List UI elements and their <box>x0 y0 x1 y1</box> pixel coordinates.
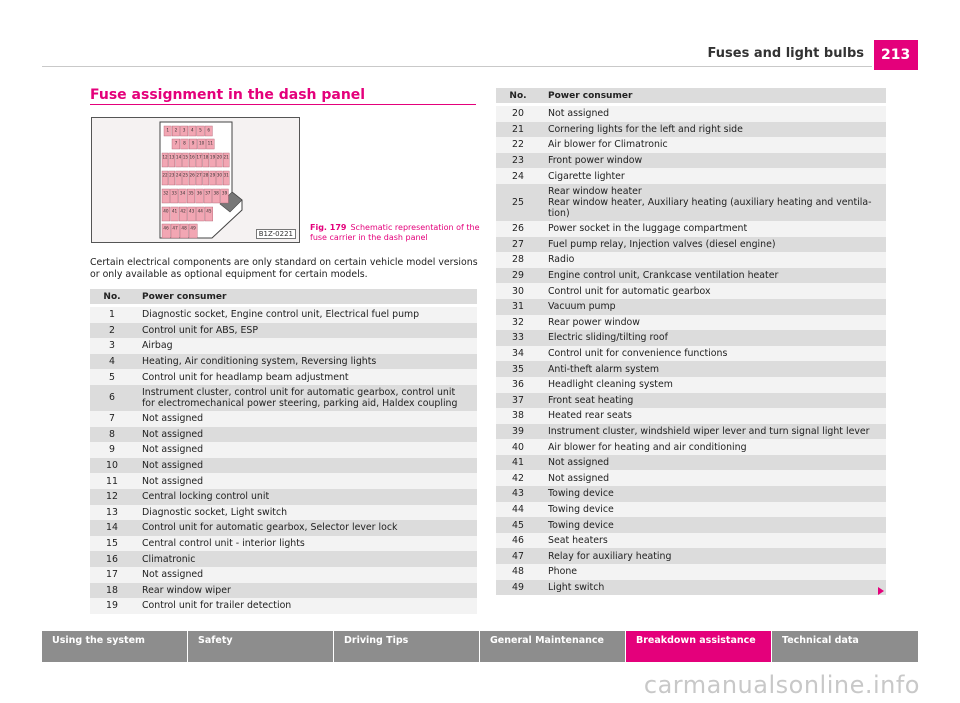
power-consumer: Control unit for convenience functions <box>548 348 728 360</box>
fuse-number: 12 <box>106 491 118 503</box>
fuse-slot-label: 32 <box>163 190 169 196</box>
fuse-number: 6 <box>109 392 115 404</box>
fuse-slot-label: 44 <box>197 208 203 214</box>
fuse-carrier-figure <box>91 117 300 243</box>
fuse-slot-label: 21 <box>223 154 229 160</box>
power-consumer: Diagnostic socket, Engine control unit, Electrical fuel pump <box>142 309 420 321</box>
figure-code: B1Z-0221 <box>256 229 296 239</box>
power-consumer: Headlight cleaning system <box>548 379 673 391</box>
power-consumer: Light switch <box>548 581 605 593</box>
fuse-number: 30 <box>512 285 524 297</box>
watermark: carmanualsonline.info <box>643 671 920 699</box>
figure-caption-label: Fig. 179 <box>310 223 347 232</box>
table-row <box>496 517 886 533</box>
power-consumer: Heating, Air conditioning system, Reversing lights <box>142 356 377 368</box>
fuse-number: 33 <box>512 332 524 344</box>
fuse-number: 7 <box>109 413 115 425</box>
fuse-number: 42 <box>512 472 524 484</box>
fuse-slot-label: 2 <box>174 127 178 133</box>
table-row <box>496 122 886 138</box>
chapter-tab[interactable]: Using the system <box>42 631 188 662</box>
fuse-slot-label: 34 <box>179 190 186 196</box>
fuse-slot-label: 23 <box>169 172 175 178</box>
fuse-number: 24 <box>512 170 524 182</box>
fuse-slot-label: 17 <box>196 154 202 160</box>
fuse-slot-label: 7 <box>174 140 178 146</box>
fuse-slot-label: 20 <box>216 154 223 160</box>
fuse-number: 11 <box>106 475 118 487</box>
fuse-slot-label: 13 <box>169 154 175 160</box>
fuse-slot-label: 18 <box>203 154 209 160</box>
chapter-tab[interactable]: Technical data <box>772 631 918 662</box>
power-consumer: Airbag <box>142 340 173 352</box>
fuse-slot-label: 33 <box>171 190 177 196</box>
table-row <box>90 385 477 411</box>
figure-caption <box>310 223 480 243</box>
fuse-number: 27 <box>512 238 524 250</box>
power-consumer: Anti-theft alarm system <box>548 363 659 375</box>
fuse-number: 38 <box>512 410 524 422</box>
table-row <box>90 354 477 370</box>
power-consumer: Electric sliding/tilting roof <box>548 332 668 344</box>
fuse-number: 14 <box>106 522 118 534</box>
table-header <box>90 289 477 304</box>
table-row <box>496 548 886 564</box>
power-consumer: Not assigned <box>142 444 204 456</box>
power-consumer: Radio <box>548 254 575 266</box>
table-row <box>496 330 886 346</box>
table-row <box>496 346 886 362</box>
fuse-slot-label: 10 <box>199 140 205 146</box>
power-consumer: Towing device <box>548 519 614 531</box>
header-rule <box>42 66 872 67</box>
fuse-table-right <box>496 88 886 595</box>
table-row <box>496 268 886 284</box>
power-consumer: Heated rear seats <box>548 410 632 422</box>
table-row <box>496 439 886 455</box>
table-row <box>90 583 477 599</box>
fuse-number: 43 <box>512 488 524 500</box>
fuse-slot-label: 5 <box>199 127 202 133</box>
table-row <box>496 455 886 471</box>
chapter-tab[interactable]: General Maintenance <box>480 631 626 662</box>
fuse-slot-label: 19 <box>209 154 216 160</box>
fuse-slot-label: 14 <box>175 154 182 160</box>
table-row <box>496 168 886 184</box>
fuse-slot-label: 4 <box>190 127 194 133</box>
fuse-number: 16 <box>106 553 118 565</box>
fuse-number: 34 <box>512 348 524 360</box>
table-row <box>90 323 477 339</box>
power-consumer: Instrument cluster, control unit for automatic gearbox, control unit for electromechanical power steering, parking aid, Haldex coupling <box>142 386 458 409</box>
fuse-number: 41 <box>512 457 524 469</box>
table-row <box>90 567 477 583</box>
power-consumer: Not assigned <box>548 472 610 484</box>
table-row <box>90 369 477 385</box>
power-consumer: Control unit for headlamp beam adjustment <box>142 371 349 383</box>
power-consumer: Instrument cluster, windshield wiper lever and turn signal light lever <box>548 425 870 437</box>
power-consumer: Rear window heater Rear window heater, Auxiliary heating (auxiliary heating and ventila-tion) <box>548 185 872 219</box>
power-consumer: Not assigned <box>548 457 610 469</box>
power-consumer: Relay for auxiliary heating <box>548 550 672 562</box>
fuse-number: 4 <box>109 356 115 368</box>
table-row <box>496 315 886 331</box>
table-row <box>496 533 886 549</box>
table-row <box>496 361 886 377</box>
fuse-slot-label: 29 <box>209 172 216 178</box>
table-row <box>496 580 886 596</box>
fuse-number: 3 <box>109 340 115 352</box>
fuse-number: 25 <box>512 196 524 208</box>
fuse-slot-label: 47 <box>172 225 178 231</box>
table-row <box>90 489 477 505</box>
fuse-number: 40 <box>512 441 524 453</box>
fuse-number: 48 <box>512 566 524 578</box>
fuse-number: 22 <box>512 139 524 151</box>
fuse-slot-label: 36 <box>196 190 203 196</box>
fuse-carrier-diagram <box>92 118 301 244</box>
table-row <box>496 184 886 221</box>
power-consumer: Not assigned <box>142 460 204 472</box>
fuse-slot-label: 48 <box>181 225 187 231</box>
fuse-slot-label: 43 <box>189 208 195 214</box>
fuse-slot-label: 46 <box>163 225 169 231</box>
fuse-number: 37 <box>512 394 524 406</box>
fuse-number: 15 <box>106 538 118 550</box>
table-row <box>496 424 886 440</box>
table-row <box>90 307 477 323</box>
power-consumer: Phone <box>548 566 578 578</box>
table-row <box>90 458 477 474</box>
table-row <box>496 299 886 315</box>
figure-caption-text: Schematic representation of the fuse carrier in the dash panel <box>310 223 480 242</box>
section-rule <box>90 104 476 105</box>
chapter-tab[interactable]: Breakdown assistance <box>626 631 772 662</box>
table-row <box>496 221 886 237</box>
power-consumer: Control unit for automatic gearbox, Selector lever lock <box>142 522 398 534</box>
power-consumer: Rear power window <box>548 316 640 328</box>
power-consumer: Not assigned <box>142 413 204 425</box>
fuse-number: 28 <box>512 254 524 266</box>
chapter-tabs <box>42 631 918 662</box>
fuse-number: 20 <box>512 108 524 120</box>
table-header <box>496 88 886 103</box>
table-row <box>90 473 477 489</box>
table-row <box>496 502 886 518</box>
fuse-number: 47 <box>512 550 524 562</box>
page-number-badge: 213 <box>874 40 918 70</box>
fuse-table-left <box>90 289 477 614</box>
column-header-consumer: Power consumer <box>548 90 633 101</box>
fuse-number: 35 <box>512 363 524 375</box>
fuse-slot-label: 9 <box>191 140 195 146</box>
power-consumer: Not assigned <box>142 475 204 487</box>
power-consumer: Rear window wiper <box>142 584 231 596</box>
fuse-number: 45 <box>512 519 524 531</box>
power-consumer: Control unit for trailer detection <box>142 600 292 612</box>
power-consumer: Fuel pump relay, Injection valves (diesel engine) <box>548 238 776 250</box>
fuse-number: 21 <box>512 123 524 135</box>
fuse-slot-label: 42 <box>180 208 186 214</box>
table-row <box>496 470 886 486</box>
power-consumer: Cornering lights for the left and right side <box>548 123 743 135</box>
fuse-slot-label: 8 <box>183 140 186 146</box>
fuse-slot-label: 6 <box>207 127 211 133</box>
fuse-number: 46 <box>512 535 524 547</box>
fuse-slot-label: 1 <box>166 127 170 133</box>
intro-paragraph: Certain electrical components are only standard on certain vehicle model versions or only available as optional equipment for certain models. <box>90 257 478 280</box>
fuse-number: 39 <box>512 425 524 437</box>
power-consumer: Front seat heating <box>548 394 634 406</box>
fuse-number: 26 <box>512 223 524 235</box>
power-consumer: Vacuum pump <box>548 301 616 313</box>
fuse-slot-label: 15 <box>182 154 189 160</box>
fuse-number: 8 <box>109 428 115 440</box>
power-consumer: Power socket in the luggage compartment <box>548 223 748 235</box>
fuse-number: 1 <box>109 309 115 321</box>
fuse-slot-label: 16 <box>189 154 195 160</box>
fuse-slot-label: 31 <box>223 172 229 178</box>
fuse-slot-label: 24 <box>175 172 182 178</box>
power-consumer: Towing device <box>548 488 614 500</box>
fuse-number: 9 <box>109 444 115 456</box>
fuse-number: 13 <box>106 506 118 518</box>
power-consumer: Control unit for automatic gearbox <box>548 285 711 297</box>
fuse-number: 18 <box>106 584 118 596</box>
power-consumer: Central locking control unit <box>142 491 270 503</box>
chapter-tab[interactable]: Safety <box>188 631 334 662</box>
running-header-title: Fuses and light bulbs <box>707 46 864 61</box>
power-consumer: Not assigned <box>142 569 204 581</box>
power-consumer: Towing device <box>548 503 614 515</box>
table-row <box>496 393 886 409</box>
chapter-tab[interactable]: Driving Tips <box>334 631 480 662</box>
power-consumer: Not assigned <box>548 108 610 120</box>
fuse-number: 31 <box>512 301 524 313</box>
table-row <box>90 536 477 552</box>
fuse-number: 5 <box>109 371 115 383</box>
fuse-slot-label: 39 <box>221 190 228 196</box>
table-row <box>496 564 886 580</box>
table-row <box>496 377 886 393</box>
table-row <box>90 427 477 443</box>
fuse-number: 17 <box>106 569 118 581</box>
table-row <box>90 598 477 614</box>
power-consumer: Central control unit - interior lights <box>142 538 305 550</box>
table-row <box>496 153 886 169</box>
fuse-slot-label: 45 <box>206 208 212 214</box>
power-consumer: Air blower for Climatronic <box>548 139 668 151</box>
fuse-number: 10 <box>106 460 118 472</box>
fuse-number: 36 <box>512 379 524 391</box>
fuse-slot-label: 12 <box>162 154 168 160</box>
fuse-slot-label: 25 <box>182 172 189 178</box>
table-row <box>90 411 477 427</box>
section-title: Fuse assignment in the dash panel <box>90 87 366 103</box>
fuse-number: 49 <box>512 581 524 593</box>
power-consumer: Cigarette lighter <box>548 170 625 182</box>
power-consumer: Control unit for ABS, ESP <box>142 324 259 336</box>
fuse-slot-label: 27 <box>196 172 202 178</box>
fuse-slot-label: 40 <box>163 208 169 214</box>
column-header-no: No. <box>103 291 121 302</box>
fuse-slot-label: 22 <box>162 172 168 178</box>
power-consumer: Air blower for heating and air conditioning <box>548 441 747 453</box>
fuse-number: 29 <box>512 270 524 282</box>
fuse-slot-label: 3 <box>182 127 186 133</box>
fuse-slot-label: 30 <box>216 172 223 178</box>
table-row <box>496 237 886 253</box>
fuse-slot-label: 35 <box>188 190 194 196</box>
fuse-number: 2 <box>109 324 115 336</box>
column-header-consumer: Power consumer <box>142 291 227 302</box>
table-row <box>90 442 477 458</box>
table-row <box>496 486 886 502</box>
fuse-slot-label: 41 <box>171 208 178 214</box>
power-consumer: Engine control unit, Crankcase ventilation heater <box>548 270 779 282</box>
power-consumer: Seat heaters <box>548 535 608 547</box>
fuse-number: 44 <box>512 503 524 515</box>
fuse-number: 23 <box>512 155 524 167</box>
fuse-slot-label: 49 <box>190 225 196 231</box>
fuse-slot-label: 28 <box>203 172 209 178</box>
table-row <box>496 408 886 424</box>
power-consumer: Not assigned <box>142 428 204 440</box>
table-row <box>90 338 477 354</box>
power-consumer: Climatronic <box>142 553 196 565</box>
table-row <box>90 551 477 567</box>
table-row <box>496 283 886 299</box>
fuse-slot-label: 11 <box>207 140 213 146</box>
power-consumer: Diagnostic socket, Light switch <box>142 506 288 518</box>
table-row <box>90 520 477 536</box>
table-row <box>496 252 886 268</box>
fuse-number: 19 <box>106 600 118 612</box>
table-row <box>90 505 477 521</box>
fuse-slot-label: 37 <box>205 190 211 196</box>
column-header-no: No. <box>509 90 527 101</box>
table-row <box>496 137 886 153</box>
fuse-number: 32 <box>512 316 524 328</box>
continue-arrow-icon <box>878 587 884 595</box>
power-consumer: Front power window <box>548 155 643 167</box>
fuse-slot-label: 38 <box>213 190 219 196</box>
fuse-slot-label: 26 <box>189 172 195 178</box>
table-row <box>496 106 886 122</box>
